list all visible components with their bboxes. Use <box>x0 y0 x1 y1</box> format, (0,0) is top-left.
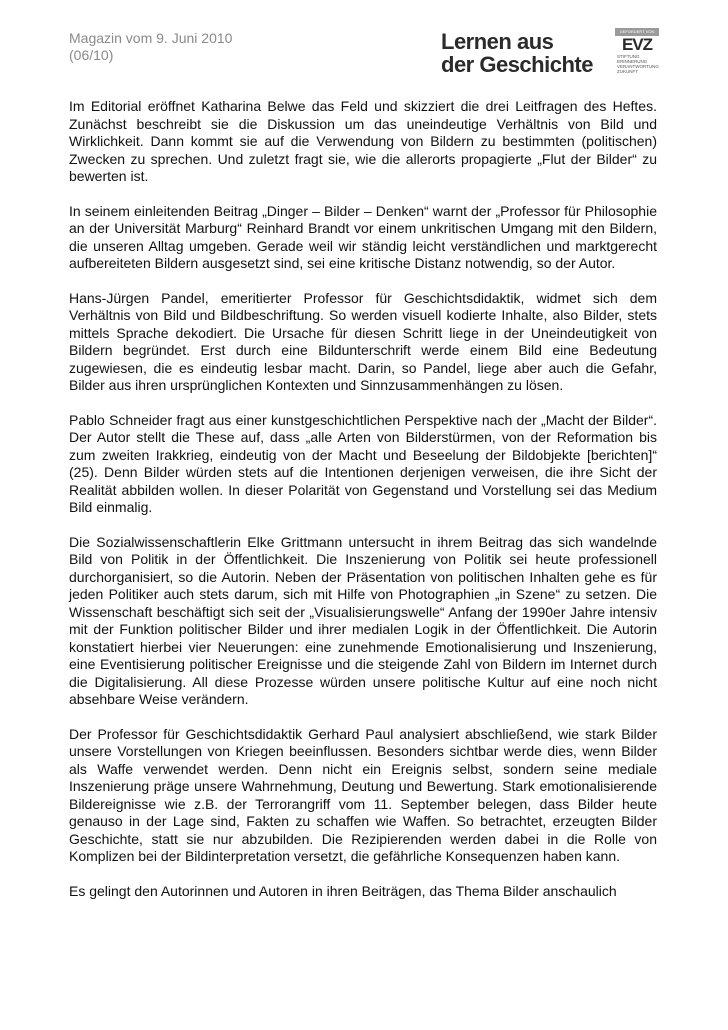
paragraph: Es gelingt den Autorinnen und Autoren in ihren Beiträgen, das Thema Bilder anschaulich <box>69 882 617 899</box>
partner-logo <box>615 28 659 76</box>
issue-info <box>69 30 232 64</box>
paragraph: Pablo Schneider fragt aus einer kunstgeschichtlichen Perspektive nach der „Macht der Bilder“. Der Autor stellt die These auf, dass „alle Arten von Bilderstürmen, von der Reformation bis zum zweiten Irakkrieg, eindeutig von der Macht und Beseelung der Bildobjekte [berichten]“ (25). Denn Bilder würden stets auf die Intentionen derjenigen verweisen, die ihre Sicht der Realität abbilden wollen. In dieser Polarität von Gegenstand und Vorstellung sei das Medium Bild einmalig. <box>69 411 657 515</box>
brand-line-2: der Geschichte <box>441 52 593 77</box>
issue-number: (06/10) <box>69 47 114 63</box>
partner-sub-1: STIFTUNG <box>617 54 640 59</box>
article-body <box>69 98 657 917</box>
partner-sub-3: VERANTWORTUNG <box>617 64 659 69</box>
paragraph: Im Editorial eröffnet Katharina Belwe das Feld und skizziert die drei Leitfragen des Heftes. Zunächst beschreibt sie die Diskussion um das uneindeutige Verhältnis von Bild und Wirklichkeit. Dann kommt sie auf die Verwendung von Bildern zu bestimmten (politischen) Zwecken zu sprechen. Und zuletzt fragt sie, wie die allerorts propagierte „Flut der Bilder“ zu bewerten ist. <box>69 98 657 184</box>
partner-sub-4: ZUKUNFT <box>617 69 638 74</box>
paragraph: Hans-Jürgen Pandel, emeritierter Professor für Geschichtsdidaktik, widmet sich dem Verhältnis von Bild und Bildbeschriftung. So werden visuell kodierte Inhalte, also Bilder, stets mittels Sprache dekodiert. Die Ursache für diesen Schritt liege in der Uneindeutigkeit von Bildern begründet. Erst durch eine Bildunterschrift werde einem Bild eine Bedeutung zugewiesen, die es eindeutig lesbar macht. Darin, so Pandel, liege aber auch die Gefahr, Bilder aus ihren ursprünglichen Kontexten und Sinnzusammenhängen zu lösen. <box>69 289 657 393</box>
brand-line-1: Lernen aus <box>441 29 554 54</box>
partner-sub-2: ERINNERUNG <box>617 59 648 64</box>
paragraph: Die Sozialwissenschaftlerin Elke Grittmann untersucht in ihrem Beitrag das sich wandelnde Bild von Politik in der Öffentlichkeit. Die Inszenierung von Politik sei heute professionell durchorganisiert, so die Autorin. Neben der Präsentation von politischen Inhalten gehe es für jeden Politiker auch stets darum, sich mit Hilfe von Photographien „in Szene“ zu setzen. Die Wissenschaft beschäftigt sich seit der „Visualisierungswelle“ Anfang der 1990er Jahre intensiv mit der Funktion politischer Bilder und ihrer medialen Logik in der Öffentlichkeit. Die Autorin konstatiert hierbei vier Neuerungen: eine zunehmende Emotionalisierung und Inszenierung, eine Eventisierung politischer Ereignisse und die steigende Zahl von Bildern im Internet durch die Digitalisierung. All diese Prozesse würden unsere politische Kultur auf eine noch nicht absehbare Weise verändern. <box>69 533 657 707</box>
brand-logo <box>441 30 593 76</box>
partner-caption: GEFÖRDERT VON <box>615 28 659 36</box>
paragraph: Der Professor für Geschichtsdidaktik Gerhard Paul analysiert abschließend, wie stark Bilder unsere Vorstellungen von Kriegen beeinflussen. Besonders sichtbar werde dies, wenn Bilder als Waffe verwendet werden. Denn nicht ein Ereignis selbst, sondern seine mediale Inszenierung präge unsere Wahrnehmung, Deutung und Bewertung. Stark emotionalisierende Bildereignisse wie z.B. der Terrorangriff vom 11. September belegen, dass Bilder heute genauso in der Lage sind, Fakten zu schaffen wie Waffen. So betrachtet, erzeugten Bilder Geschichte, statt sie nur abzubilden. Die Rezipierenden werden dabei in die Rolle von Komplizen bei der Bildinterpretation versetzt, die gefährliche Konsequenzen haben kann. <box>69 725 657 864</box>
partner-logo-text: EVZ <box>621 35 653 54</box>
issue-date: Magazin vom 9. Juni 2010 <box>69 30 233 46</box>
paragraph: In seinem einleitenden Beitrag „Dinger – Bilder – Denken“ warnt der „Professor für Philosophie an der Universität Marburg“ Reinhard Brandt vor einem unkritischen Umgang mit den Bildern, die unseren Alltag umgeben. Gerade weil wir ständig leicht verständlichen und marktgerecht aufbereiteten Bildern ausgesetzt sind, sei eine kritische Distanz notwendig, so der Autor. <box>69 202 657 271</box>
